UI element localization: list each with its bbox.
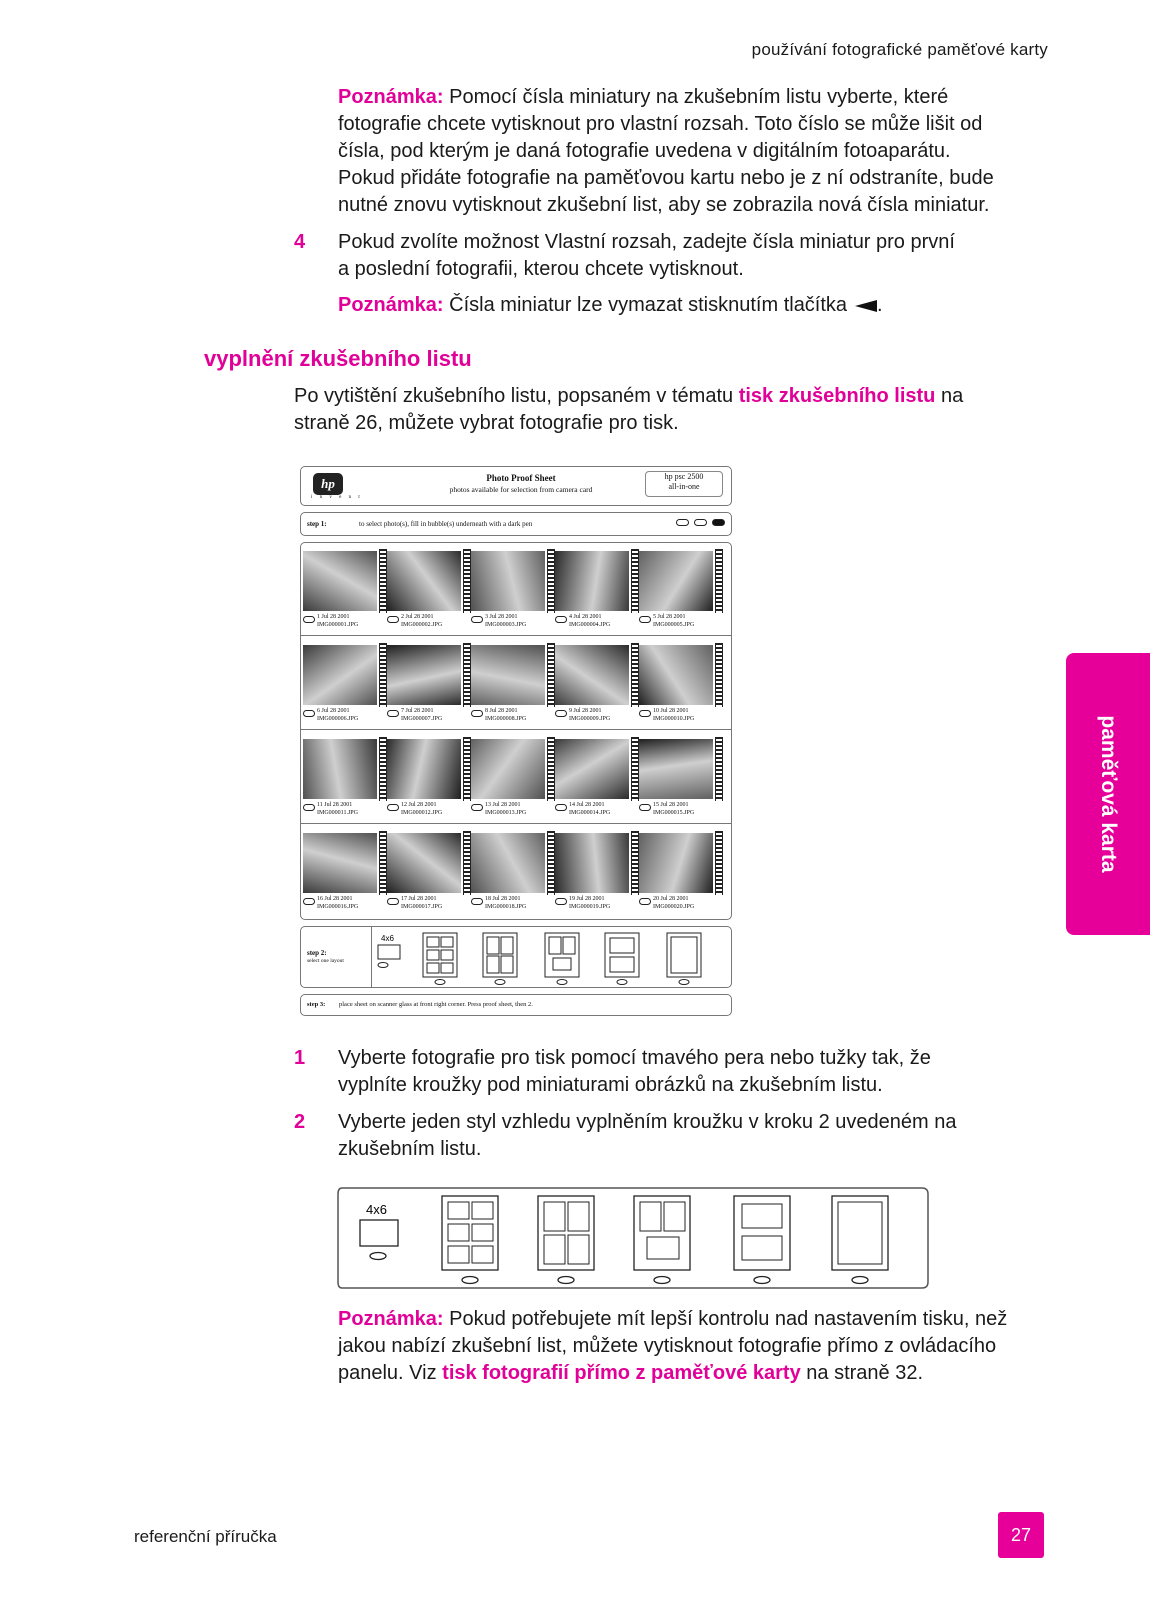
layout-1up-icon — [667, 933, 701, 977]
select-bubble[interactable] — [639, 804, 651, 811]
film-strip — [379, 831, 387, 895]
bubble-example-empty — [694, 519, 707, 526]
product-badge — [645, 471, 723, 497]
invent-tagline: i n v e n t — [311, 495, 363, 500]
layout-4up-icon — [538, 1196, 594, 1270]
thumbnail-caption: 6 Jul 28 2001 — [317, 708, 350, 714]
step-3-text: place sheet on scanner glass at front right corner. Press proof sheet, then 2. — [339, 1001, 533, 1008]
item-4-line: a poslední fotografii, kterou chcete vytisknout. — [338, 258, 744, 280]
thumbnail-cell — [471, 637, 557, 731]
thumbnail-cell — [639, 731, 725, 825]
thumbnail-filename: IMG000012.JPG — [401, 810, 443, 816]
thumbnail-caption: 1 Jul 28 2001 — [317, 614, 350, 620]
select-bubble[interactable] — [471, 804, 483, 811]
thumbnail-grid — [300, 542, 732, 920]
thumbnail-filename: IMG000008.JPG — [485, 716, 527, 722]
film-strip — [463, 549, 471, 613]
row-divider — [301, 635, 731, 636]
row-divider — [301, 823, 731, 824]
layout-bubble — [617, 980, 627, 985]
thumbnail-cell — [639, 543, 725, 637]
select-bubble[interactable] — [471, 616, 483, 623]
layout-4x6-label: 4x6 — [366, 1202, 387, 1217]
note-1 — [338, 84, 1058, 219]
thumbnail-photo — [639, 739, 713, 799]
layout-bubble — [558, 1277, 574, 1284]
thumbnail-photo — [639, 833, 713, 893]
thumbnail-caption: 2 Jul 28 2001 — [401, 614, 434, 620]
thumbnail-cell — [387, 731, 473, 825]
step-2-line: Vyberte jeden styl vzhledu vyplněním kroužku v kroku 2 uvedeném na — [338, 1111, 957, 1133]
note-3 — [338, 1306, 1058, 1387]
thumbnail-cell — [639, 825, 725, 919]
thumbnail-row — [301, 731, 731, 825]
step-1-line: vyplníte kroužky pod miniaturami obrázků na zkušebním listu. — [338, 1074, 883, 1096]
thumbnail-photo — [303, 833, 377, 893]
layout-bubble — [370, 1253, 386, 1260]
film-strip — [715, 549, 723, 613]
select-bubble[interactable] — [303, 616, 315, 623]
select-bubble[interactable] — [303, 804, 315, 811]
thumbnail-photo — [555, 833, 629, 893]
bubble-example-empty — [676, 519, 689, 526]
thumbnail-caption: 5 Jul 28 2001 — [653, 614, 686, 620]
section-heading: vyplnění zkušebního listu — [204, 346, 472, 371]
layout-bubble — [557, 980, 567, 985]
proof-sheet-subtitle: photos available for selection from camera card — [449, 485, 593, 494]
thumbnail-caption: 12 Jul 28 2001 — [401, 802, 437, 808]
thumbnail-photo — [471, 739, 545, 799]
layout-1up-icon — [832, 1196, 888, 1270]
film-strip — [463, 643, 471, 707]
thumbnail-cell — [387, 543, 473, 637]
film-strip — [379, 737, 387, 801]
layout-bubble — [754, 1277, 770, 1284]
thumbnail-photo — [387, 833, 461, 893]
select-bubble[interactable] — [387, 616, 399, 623]
thumbnail-caption: 9 Jul 28 2001 — [569, 708, 602, 714]
thumbnail-photo — [471, 645, 545, 705]
film-strip — [631, 831, 639, 895]
layout-4x6-icon — [378, 945, 400, 959]
select-bubble[interactable] — [555, 804, 567, 811]
note-3-line: panelu. Viz — [338, 1362, 437, 1384]
thumbnail-filename: IMG000010.JPG — [653, 716, 695, 722]
thumbnail-row — [301, 543, 731, 637]
thumbnail-photo — [387, 551, 461, 611]
intro-text: Po vytištění zkušebního listu, popsaném v tématu — [294, 385, 734, 407]
thumbnail-caption: 19 Jul 28 2001 — [569, 896, 605, 902]
thumbnail-caption: 16 Jul 28 2001 — [317, 896, 353, 902]
step-1-paragraph — [338, 1045, 1038, 1099]
proof-sheet-illustration — [300, 466, 732, 1018]
step-2-number: 2 — [294, 1111, 306, 1133]
thumbnail-filename: IMG000009.JPG — [569, 716, 611, 722]
thumbnail-filename: IMG000007.JPG — [401, 716, 443, 722]
page-number: 27 — [998, 1512, 1044, 1558]
thumbnail-photo — [555, 551, 629, 611]
layout-4up-icon — [483, 933, 517, 977]
note-3-line: na straně 32. — [806, 1362, 924, 1384]
thumbnail-photo — [387, 739, 461, 799]
film-strip — [463, 831, 471, 895]
thumbnail-photo — [303, 645, 377, 705]
select-bubble[interactable] — [303, 710, 315, 717]
thumbnail-photo — [303, 551, 377, 611]
note-1-line: nutné znovu vytisknout zkušební list, aby se zobrazila nová čísla miniatur. — [338, 194, 990, 216]
step-1-text: to select photo(s), fill in bubble(s) underneath with a dark pen — [359, 520, 533, 528]
thumbnail-photo — [639, 551, 713, 611]
layout-bubble — [495, 980, 505, 985]
thumbnail-filename: IMG000004.JPG — [569, 622, 611, 628]
thumbnail-filename: IMG000001.JPG — [317, 622, 359, 628]
thumbnail-cell — [555, 731, 641, 825]
film-strip — [631, 549, 639, 613]
note-2-text: Čísla miniatur lze vymazat stisknutím tlačítka — [449, 294, 848, 316]
film-strip — [631, 737, 639, 801]
layout-bubble — [462, 1277, 478, 1284]
footer-title: referenční příručka — [134, 1527, 277, 1546]
step-2-label: step 2: — [307, 949, 327, 957]
thumbnail-caption: 11 Jul 28 2001 — [317, 802, 353, 808]
thumbnail-filename: IMG000014.JPG — [569, 810, 611, 816]
thumbnail-caption: 8 Jul 28 2001 — [485, 708, 518, 714]
select-bubble[interactable] — [387, 898, 399, 905]
note-2 — [338, 292, 1058, 319]
step-1-label: step 1: — [307, 520, 327, 528]
hp-logo: hp — [313, 473, 343, 495]
link-print-from-card[interactable]: tisk fotografií přímo z paměťové karty — [442, 1362, 801, 1384]
step-3-bar — [300, 994, 732, 1016]
step-2-sublabel: select one layout — [307, 958, 344, 964]
step-3-label: step 3: — [307, 1001, 326, 1008]
thumbnail-cell — [471, 543, 557, 637]
select-bubble[interactable] — [303, 898, 315, 905]
thumbnail-cell — [555, 543, 641, 637]
thumbnail-caption: 15 Jul 28 2001 — [653, 802, 689, 808]
thumbnail-row — [301, 825, 731, 919]
thumbnail-caption: 18 Jul 28 2001 — [485, 896, 521, 902]
thumbnail-photo — [471, 551, 545, 611]
layout-bubble — [654, 1277, 670, 1284]
thumbnail-caption: 17 Jul 28 2001 — [401, 896, 437, 902]
thumbnail-cell — [387, 825, 473, 919]
intro-text: straně 26, můžete vybrat fotografie pro tisk. — [294, 412, 679, 434]
thumbnail-filename: IMG000003.JPG — [485, 622, 527, 628]
thumbnail-cell — [555, 825, 641, 919]
thumbnail-photo — [471, 833, 545, 893]
layout-6up-icon — [423, 933, 457, 977]
note-3-line: Pokud potřebujete mít lepší kontrolu nad nastavením tisku, než — [449, 1308, 1008, 1330]
step-2-line: zkušebním listu. — [338, 1138, 482, 1160]
thumbnail-caption: 7 Jul 28 2001 — [401, 708, 434, 714]
film-strip — [547, 831, 555, 895]
chapter-side-tab — [1066, 653, 1150, 935]
thumbnail-caption: 4 Jul 28 2001 — [569, 614, 602, 620]
thumbnail-filename: IMG000005.JPG — [653, 622, 695, 628]
thumbnail-caption: 3 Jul 28 2001 — [485, 614, 518, 620]
select-bubble[interactable] — [471, 710, 483, 717]
step-2-paragraph — [338, 1109, 1038, 1163]
select-bubble[interactable] — [555, 710, 567, 717]
film-strip — [631, 643, 639, 707]
film-strip — [547, 643, 555, 707]
thumbnail-filename: IMG000018.JPG — [485, 904, 527, 910]
thumbnail-cell — [303, 825, 389, 919]
chapter-side-tab-label: paměťová karta — [1097, 715, 1120, 873]
select-bubble[interactable] — [387, 710, 399, 717]
bubble-examples — [676, 519, 725, 526]
thumbnail-photo — [639, 645, 713, 705]
product-name: hp psc 2500 — [664, 472, 704, 481]
layout-4x6-label: 4x6 — [381, 934, 394, 943]
thumbnail-cell — [303, 637, 389, 731]
back-arrow-icon — [855, 300, 877, 312]
step-1-number: 1 — [294, 1047, 306, 1069]
layout-options-large — [336, 1186, 930, 1290]
note-1-line: Pomocí čísla miniatury na zkušebním listu vyberte, které — [449, 86, 949, 108]
running-header: používání fotografické paměťové karty — [751, 40, 1048, 59]
thumbnail-filename: IMG000020.JPG — [653, 904, 695, 910]
thumbnail-row — [301, 637, 731, 731]
note-label: Poznámka: — [338, 86, 444, 108]
layout-4x6-icon — [360, 1220, 398, 1246]
film-strip — [547, 549, 555, 613]
note-1-line: čísla, pod kterým je daná fotografie uvedena v digitálním fotoaparátu. — [338, 140, 951, 162]
film-strip — [715, 831, 723, 895]
thumbnail-filename: IMG000016.JPG — [317, 904, 359, 910]
intro-paragraph — [294, 383, 1054, 437]
thumbnail-caption: 14 Jul 28 2001 — [569, 802, 605, 808]
note-3-line: jakou nabízí zkušební list, můžete vytisknout fotografie přímo z ovládacího — [338, 1335, 997, 1357]
layout-bubble — [679, 980, 689, 985]
thumbnail-caption: 13 Jul 28 2001 — [485, 802, 521, 808]
film-strip — [463, 737, 471, 801]
bubble-example-filled — [712, 519, 725, 526]
thumbnail-cell — [387, 637, 473, 731]
layout-bubble — [435, 980, 445, 985]
select-bubble[interactable] — [639, 710, 651, 717]
item-4-text — [338, 229, 1038, 283]
thumbnail-cell — [471, 825, 557, 919]
layout-6up-icon — [442, 1196, 498, 1270]
layout-options-small — [373, 929, 723, 985]
row-divider — [301, 729, 731, 730]
product-line: all-in-one — [668, 482, 700, 491]
proof-sheet-title: Photo Proof Sheet — [486, 473, 556, 483]
link-proof-sheet[interactable]: tisk zkušebního listu — [738, 385, 936, 407]
film-strip — [715, 643, 723, 707]
film-strip — [379, 549, 387, 613]
thumbnail-filename: IMG000015.JPG — [653, 810, 695, 816]
thumbnail-filename: IMG000002.JPG — [401, 622, 443, 628]
layout-bubble — [378, 963, 388, 968]
thumbnail-photo — [303, 739, 377, 799]
note-1-line: Pokud přidáte fotografie na paměťovou kartu nebo je z ní odstraníte, bude — [338, 167, 994, 189]
thumbnail-filename: IMG000019.JPG — [569, 904, 611, 910]
select-bubble[interactable] — [471, 898, 483, 905]
thumbnail-photo — [387, 645, 461, 705]
divider — [371, 927, 372, 987]
select-bubble[interactable] — [555, 898, 567, 905]
thumbnail-cell — [303, 731, 389, 825]
select-bubble[interactable] — [639, 898, 651, 905]
thumbnail-photo — [555, 645, 629, 705]
intro-text: na — [940, 385, 964, 407]
step-1-line: Vyberte fotografie pro tisk pomocí tmavého pera nebo tužky tak, že — [338, 1047, 931, 1069]
film-strip — [379, 643, 387, 707]
note-2-end: . — [877, 294, 883, 316]
film-strip — [547, 737, 555, 801]
thumbnail-photo — [555, 739, 629, 799]
thumbnail-filename: IMG000006.JPG — [317, 716, 359, 722]
proof-sheet-header — [300, 466, 732, 506]
item-4-number: 4 — [294, 231, 306, 253]
note-label: Poznámka: — [338, 294, 444, 316]
select-bubble[interactable] — [639, 616, 651, 623]
layout-strip-frame — [338, 1188, 928, 1288]
step-2-bar — [300, 926, 732, 988]
note-1-line: fotografie chcete vytisknout pro vlastní rozsah. Toto číslo se může lišit od — [338, 113, 983, 135]
select-bubble[interactable] — [555, 616, 567, 623]
film-strip — [715, 737, 723, 801]
thumbnail-caption: 10 Jul 28 2001 — [653, 708, 689, 714]
step-1-bar — [300, 512, 732, 536]
thumbnail-cell — [555, 637, 641, 731]
item-4-line: Pokud zvolíte možnost Vlastní rozsah, zadejte čísla miniatur pro první — [338, 231, 955, 253]
note-label: Poznámka: — [338, 1308, 444, 1330]
thumbnail-caption: 20 Jul 28 2001 — [653, 896, 689, 902]
thumbnail-cell — [639, 637, 725, 731]
thumbnail-cell — [471, 731, 557, 825]
layout-bubble — [852, 1277, 868, 1284]
thumbnail-filename: IMG000013.JPG — [485, 810, 527, 816]
thumbnail-cell — [303, 543, 389, 637]
thumbnail-filename: IMG000017.JPG — [401, 904, 443, 910]
select-bubble[interactable] — [387, 804, 399, 811]
thumbnail-filename: IMG000011.JPG — [317, 810, 358, 816]
